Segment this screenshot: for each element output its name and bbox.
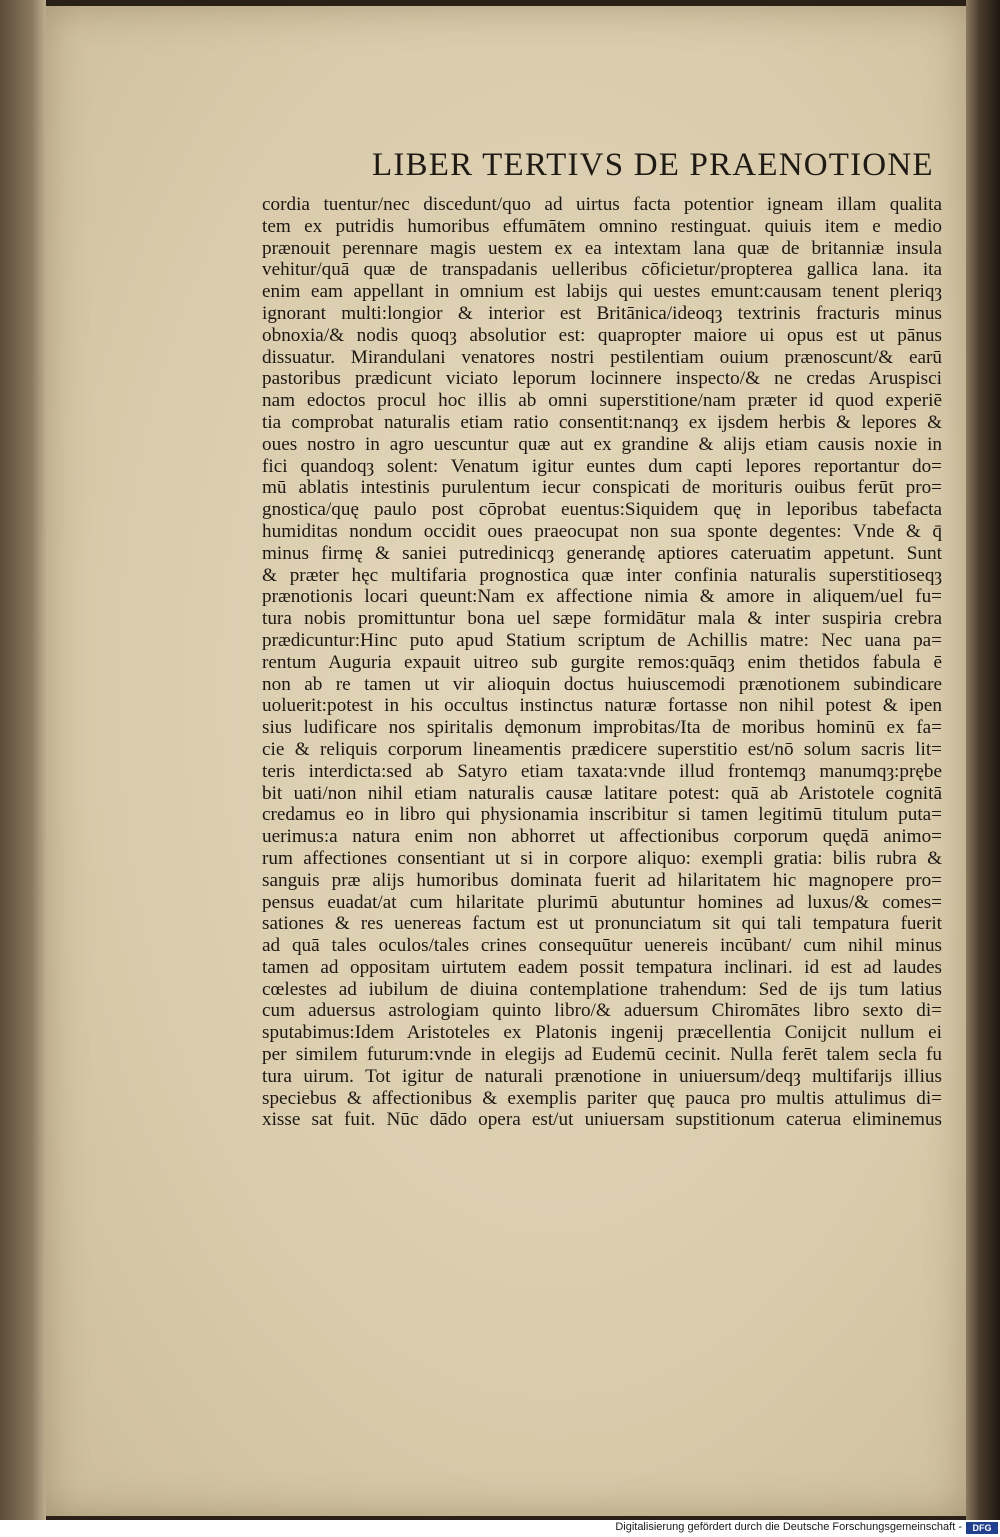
text-line: cie & reliquis corporum lineamentis prædicere superstitio est/nō solum sacris lit= — [262, 738, 942, 760]
text-line: vehitur/quā quæ de transpadanis uelleribus cōficietur/propterea gallica lana. ita — [262, 259, 942, 281]
footer-bar — [0, 1520, 1000, 1537]
text-line: tem ex putridis humoribus effumātem omnino restinguat. quiuis item e medio — [262, 215, 942, 237]
text-line: prænouit perennare magis uestem ex ea intextam lana quæ de britanniæ insula — [262, 237, 942, 259]
dfg-logo: DFG — [966, 1522, 998, 1534]
text-line: cœlestes ad iubilum de diuina contemplatione trahendum: Sed de ijs tum latius — [262, 978, 942, 1000]
text-line: prænotionis locari queunt:Nam ex affectione nimia & amore in aliquem/uel fu= — [262, 586, 942, 608]
text-line: prædicuntur:Hinc puto apud Statium scriptum de Achillis matre: Nec uana pa= — [262, 629, 942, 651]
text-line: pastoribus prædicunt viciato leporum locinnere inspecto/& ne credas Aruspisci — [262, 368, 942, 390]
text-line: rentum Auguria expauit uitreo sub gurgite remos:quāqȝ enim thetidos fabula ē — [262, 651, 942, 673]
text-line: humiditas nondum occidit oues praeocupat non sua sponte degentes: Vnde & q̄ — [262, 520, 942, 542]
text-line: cordia tuentur/nec discedunt/quo ad uirtus facta potentior igneam illam qualita — [262, 194, 942, 215]
text-line: tura uirum. Tot igitur de naturali prænotione in uniuersum/deqȝ multifarijs illius — [262, 1065, 942, 1087]
text-line: rum affectiones consentiant ut si in corpore aliquo: exempli gratia: bilis rubra & — [262, 847, 942, 869]
text-line: & præter hęc multifaria prognostica quæ inter confinia naturalis superstitioseqȝ — [262, 564, 942, 586]
text-line: speciebus & affectionibus & exemplis pariter quę pauca pro multis attulimus di= — [262, 1087, 942, 1109]
text-line: fici quandoqȝ solent: Venatum igitur euntes dum capti lepores reportantur do= — [262, 455, 942, 477]
text-line: credamus eo in libro qui physionamia inscribitur si tamen legitimū titulum puta= — [262, 804, 942, 826]
text-line: tura nobis promittuntur bona uel sæpe formidātur mala & inter suspiria crebra — [262, 608, 942, 630]
text-line: ignorant multi:longior & interior est Britānica/ideoqȝ textrinis fracturis minus — [262, 302, 942, 324]
text-line: nam edoctos procul hoc illis ab omni superstitione/nam præter id quod experiē — [262, 390, 942, 412]
text-line: xisse sat fuit. Nūc dādo opera est/ut uniuersam supstitionum caterua eliminemus — [262, 1109, 942, 1131]
text-line: bit uati/non nihil etiam naturalis causæ latitare potest: quā ab Aristotele cognitā — [262, 782, 942, 804]
text-line: gnostica/quę paulo post cōprobat euentus:Siquidem quę in leporibus tabefacta — [262, 499, 942, 521]
page-edge-left — [0, 0, 46, 1520]
text-line: sius ludificare nos spiritalis dęmonum improbitas/Ita de moribus hominū ex fa= — [262, 717, 942, 739]
text-line: tamen ad oppositam uirtutem eadem possit tempatura inclinari. id est ad laudes — [262, 956, 942, 978]
text-line: uerimus:a natura enim non abhorret ut affectionibus corporum quędā animo= — [262, 826, 942, 848]
text-line: sationes & res uenereas factum est ut pronunciatum sit qui tali tempatura fuerit — [262, 913, 942, 935]
text-line: mū ablatis intestinis purulentum iecur conspicati de morituris ouibus ferūt pro= — [262, 477, 942, 499]
text-line: sanguis præ alijs humoribus dominata fuerit ad hilaritatem hic magnopere pro= — [262, 869, 942, 891]
text-line: cum aduersus astrologiam quinto libro/& aduersum Chiromātes libro sexto di= — [262, 1000, 942, 1022]
text-line: uoluerit:potest in his occultus instinctus naturæ fortasse non nihil potest & ipen — [262, 695, 942, 717]
running-head: LIBER TERTIVS DE PRAENOTIONE — [372, 147, 934, 183]
book-gutter — [966, 0, 1000, 1520]
text-line: oues nostro in agro uescuntur quæ aut ex grandine & alijs etiam causis noxie in — [262, 433, 942, 455]
text-line: teris interdicta:sed ab Satyro etiam taxata:vnde illud frontemqȝ manumqȝ:prębe — [262, 760, 942, 782]
text-line: ad quā tales oculos/tales crines consequūtur uenereis incūbant/ cum nihil minus — [262, 935, 942, 957]
text-line: tia comprobat naturalis etiam ratio consentit:nanqȝ ex ijsdem herbis & lepores & — [262, 411, 942, 433]
footer-credit: Digitalisierung gefördert durch die Deutsche Forschungsgemeinschaft - — [615, 1521, 962, 1533]
text-line: sputabimus:Idem Aristoteles ex Platonis ingenij præcellentia Conijcit nullum ei — [262, 1022, 942, 1044]
text-block — [262, 194, 942, 1131]
text-line: minus firmę & saniei putredinicqȝ generandę aptiores cateruatim appetunt. Sunt — [262, 542, 942, 564]
text-line: pensus euadat/at cum hilaritate plurimū abutuntur homines ad luxus/& comes= — [262, 891, 942, 913]
text-line: obnoxia/& nodis quoqȝ absolutior est: quapropter maiore ui opus est ut pānus — [262, 324, 942, 346]
text-line: enim eam appellant in omnium est labijs qui uestes emunt:causam tenent pleriqȝ — [262, 281, 942, 303]
text-line: dissuatur. Mirandulani venatores nostri pestilentiam ouium prænoscunt/& earū — [262, 346, 942, 368]
text-line: non ab re tamen ut vir alioquin doctus huiuscemodi prænotionem subindicare — [262, 673, 942, 695]
text-line: per similem futurum:vnde in elegijs ad Eudemū cecinit. Nulla ferēt talem secla fu — [262, 1044, 942, 1066]
